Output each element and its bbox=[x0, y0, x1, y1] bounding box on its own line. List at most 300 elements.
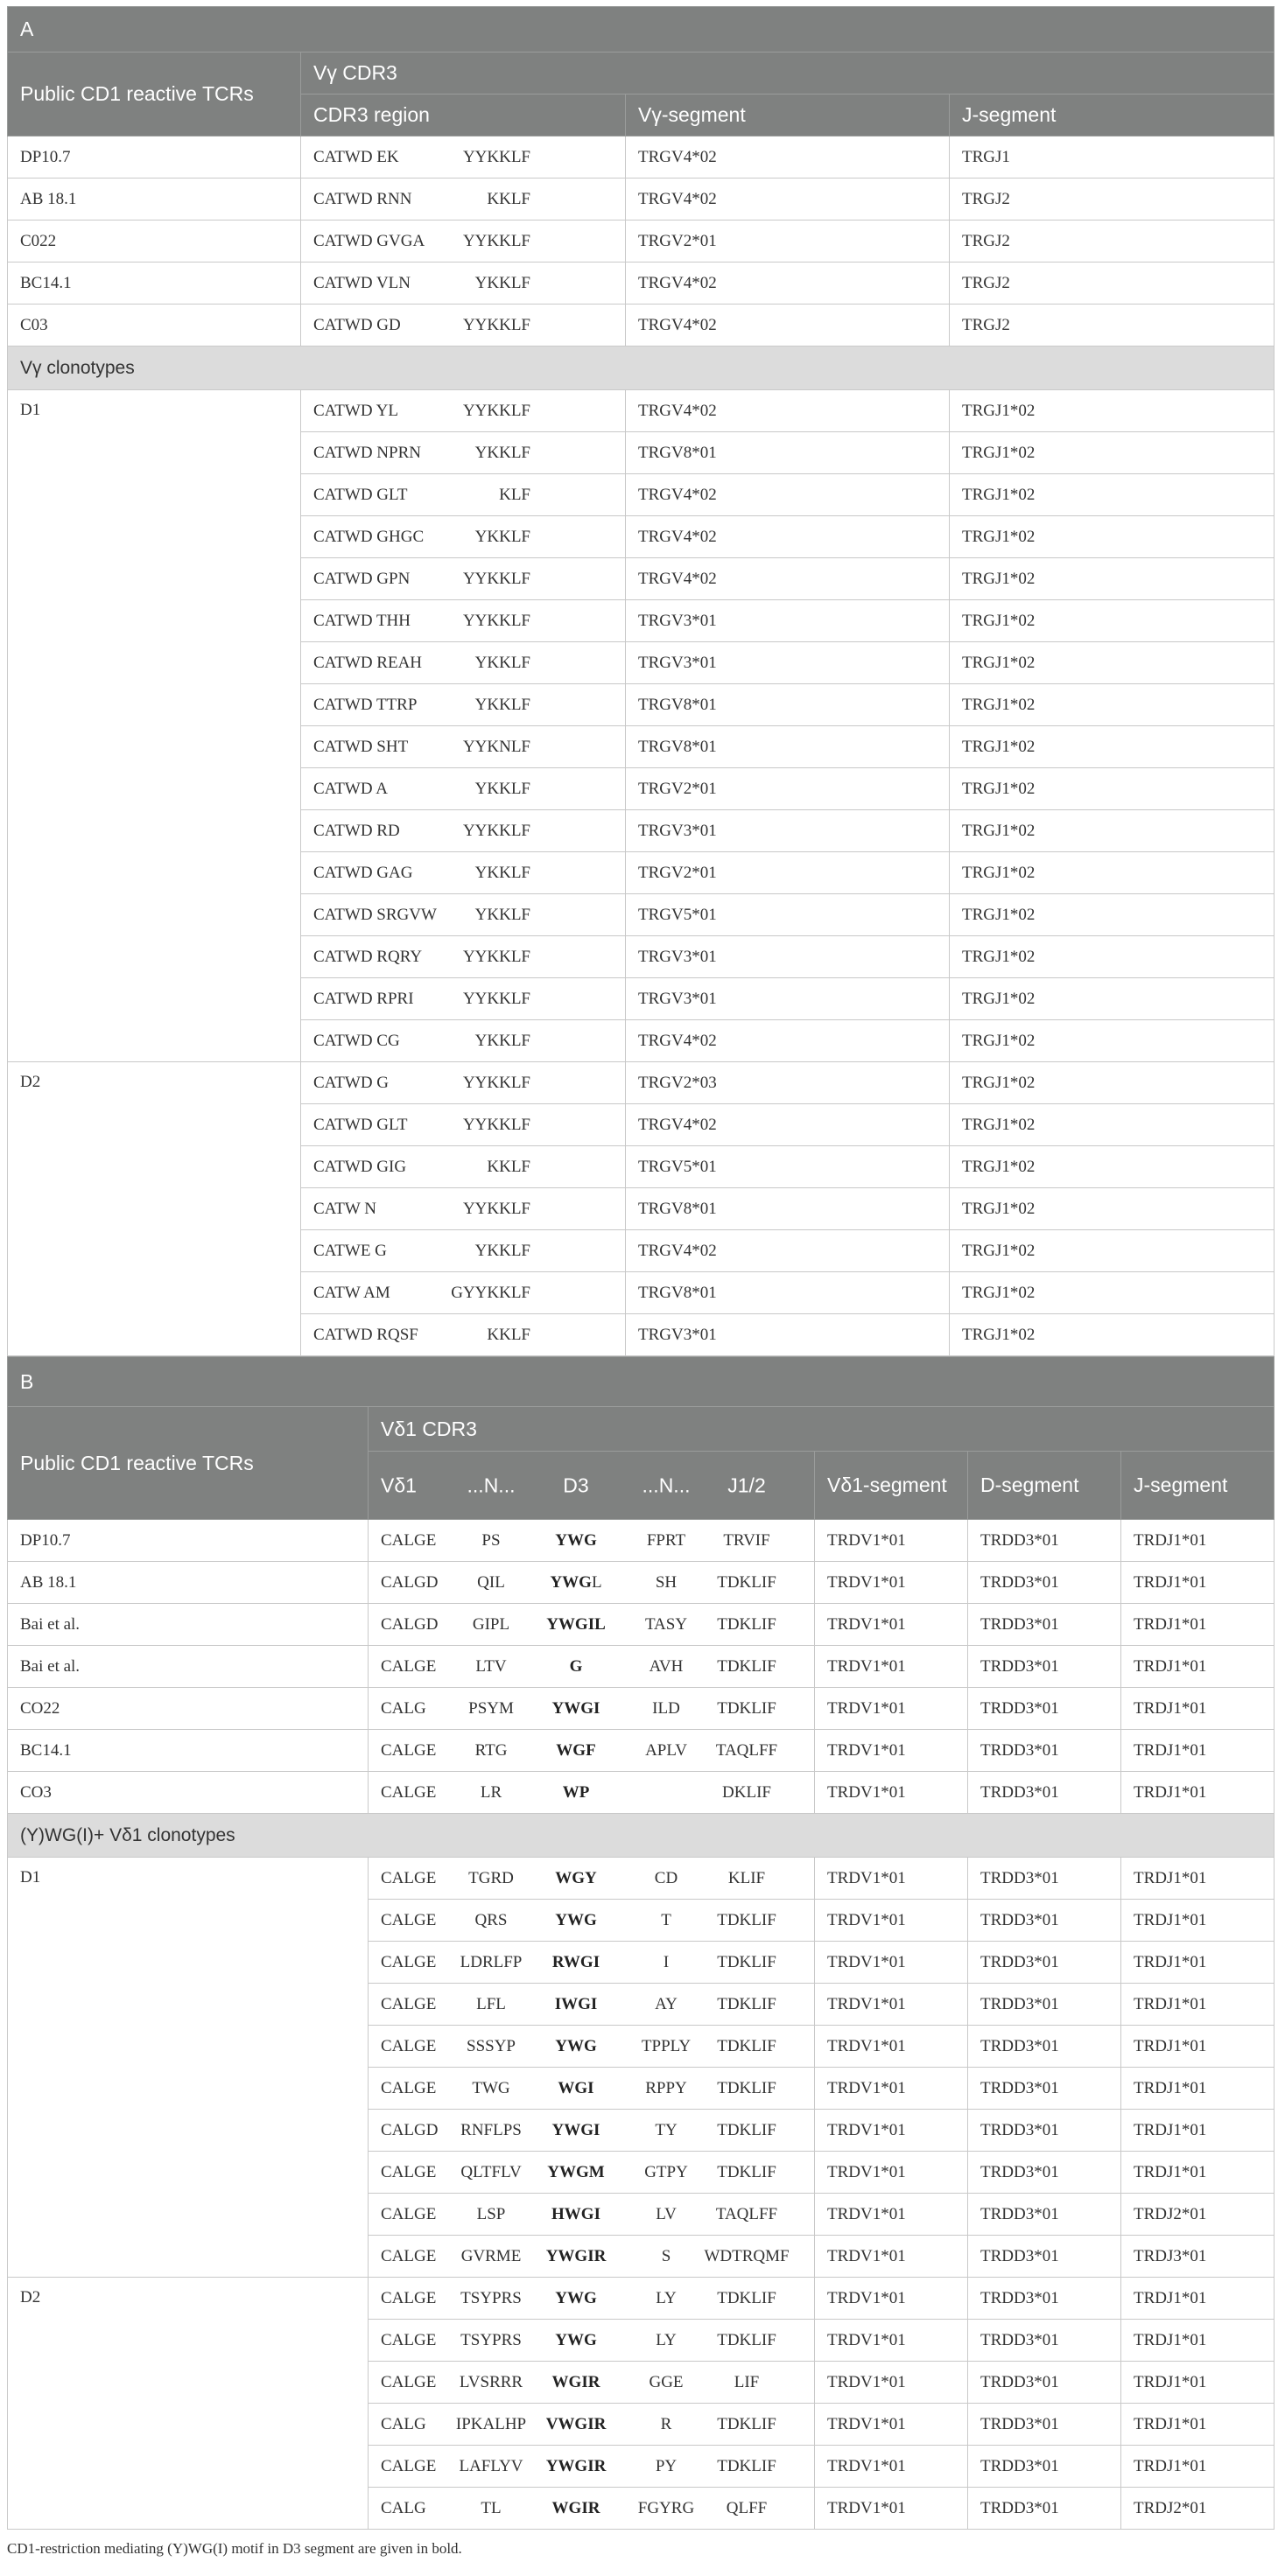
tcr-name: C022 bbox=[8, 220, 301, 262]
cdr3-cell bbox=[301, 1230, 626, 1272]
d3-part bbox=[555, 1911, 597, 1930]
col-n2: ...N... bbox=[642, 1474, 691, 1496]
cdr3-prefix: CATWD A bbox=[313, 779, 388, 798]
cdr3-suffix: YKKLF bbox=[474, 905, 530, 924]
d3-part bbox=[555, 1531, 597, 1550]
cdr3-suffix: YKKLF bbox=[474, 653, 530, 672]
n1-part: LTV bbox=[475, 1656, 507, 1676]
d-segment: TRDD3*01 bbox=[968, 2404, 1121, 2446]
n2-part: LY bbox=[656, 2330, 677, 2349]
d3-motif-bold: WGI bbox=[558, 2078, 594, 2097]
cdr3-suffix: YYKNLF bbox=[462, 737, 530, 756]
vd1-part: CALGE bbox=[381, 2036, 437, 2055]
tcr-name: BC14.1 bbox=[8, 1730, 369, 1772]
d-segment: TRDD3*01 bbox=[968, 1900, 1121, 1942]
cdr3-prefix: CATWD RQSF bbox=[313, 1325, 418, 1344]
cdr3-parts bbox=[369, 2152, 815, 2194]
col-public-tcrs: Public CD1 reactive TCRs bbox=[8, 52, 301, 136]
j-part: KLIF bbox=[727, 1868, 766, 1887]
vd1-part: CALGE bbox=[381, 1994, 437, 2013]
cdr3-cell bbox=[301, 936, 626, 978]
cdr3-suffix: YKKLF bbox=[474, 779, 530, 798]
v-segment: TRGV4*02 bbox=[626, 1020, 950, 1062]
v-segment: TRDV1*01 bbox=[815, 1520, 968, 1562]
cdr3-suffix: YYKKLF bbox=[462, 821, 530, 840]
table-b bbox=[7, 1356, 1274, 2530]
n1-part: LAFLYV bbox=[459, 2456, 523, 2475]
j-part: TDKLIF bbox=[717, 2330, 776, 2349]
tcr-name: BC14.1 bbox=[8, 262, 301, 304]
cdr3-prefix: CATW AM bbox=[313, 1283, 390, 1302]
v-segment: TRDV1*01 bbox=[815, 1984, 968, 2026]
j-segment: TRDJ1*01 bbox=[1121, 1772, 1274, 1814]
cdr3-suffix: YYKKLF bbox=[462, 989, 530, 1008]
cdr3-cell bbox=[301, 1062, 626, 1104]
cdr3-parts bbox=[369, 1900, 815, 1942]
d3-part bbox=[546, 2457, 607, 2476]
d-segment: TRDD3*01 bbox=[968, 1688, 1121, 1730]
d-segment: TRDD3*01 bbox=[968, 1942, 1121, 1984]
v-segment: TRDV1*01 bbox=[815, 2278, 968, 2320]
cdr3-parts bbox=[369, 1984, 815, 2026]
table-row bbox=[8, 1646, 1274, 1688]
n1-part: LR bbox=[480, 1782, 502, 1802]
cdr3-parts bbox=[369, 1730, 815, 1772]
j-segment: TRDJ1*01 bbox=[1121, 1604, 1274, 1646]
v-segment: TRDV1*01 bbox=[815, 1772, 968, 1814]
d3-part bbox=[551, 2205, 600, 2224]
cdr3-cell bbox=[301, 136, 626, 178]
tcr-name: AB 18.1 bbox=[8, 178, 301, 220]
d3-part bbox=[555, 2289, 597, 2308]
d3-motif-bold: YWGI bbox=[551, 1698, 600, 1718]
cdr3-parts bbox=[369, 2194, 815, 2236]
cdr3-cell bbox=[301, 390, 626, 432]
table-row bbox=[8, 136, 1274, 178]
cdr3-suffix: YKKLF bbox=[474, 527, 530, 546]
d3-part bbox=[555, 1869, 597, 1888]
j-part: TDKLIF bbox=[717, 1614, 776, 1634]
d-segment: TRDD3*01 bbox=[968, 2110, 1121, 2152]
table-row bbox=[8, 178, 1274, 220]
cdr3-prefix: CATWD GPN bbox=[313, 569, 411, 588]
vd1-part: CALGE bbox=[381, 2372, 437, 2391]
cdr3-cell bbox=[301, 474, 626, 516]
vd1-part: CALGE bbox=[381, 2456, 437, 2475]
d3-part bbox=[552, 2373, 600, 2392]
table-row bbox=[8, 1604, 1274, 1646]
d3-part bbox=[558, 2079, 593, 2098]
table-row bbox=[8, 1730, 1274, 1772]
j-segment: TRGJ1*02 bbox=[950, 894, 1274, 936]
table-b-body bbox=[8, 1520, 1274, 2530]
d3-motif-bold: WGIR bbox=[551, 2498, 600, 2517]
n2-part: PY bbox=[655, 2456, 678, 2475]
v-segment: TRDV1*01 bbox=[815, 1688, 968, 1730]
n2-part: FPRT bbox=[646, 1530, 686, 1550]
cdr3-cell bbox=[301, 1146, 626, 1188]
col-vd1-segment: Vδ1-segment bbox=[815, 1452, 968, 1520]
v-segment: TRDV1*01 bbox=[815, 2488, 968, 2530]
j-segment: TRGJ1*02 bbox=[950, 978, 1274, 1020]
cdr3-cell bbox=[301, 1020, 626, 1062]
footnote: CD1-restriction mediating (Y)WG(I) motif in D3 segment are given in bold. bbox=[7, 2540, 462, 2557]
cdr3-parts bbox=[369, 1562, 815, 1604]
d3-part bbox=[563, 1783, 590, 1802]
v-segment: TRDV1*01 bbox=[815, 2236, 968, 2278]
n1-part: QLTFLV bbox=[460, 2162, 522, 2181]
section-row bbox=[8, 346, 1274, 390]
donor-label: D2 bbox=[8, 1062, 301, 1356]
cdr3-prefix: CATWD VLN bbox=[313, 273, 411, 292]
tcr-name: DP10.7 bbox=[8, 136, 301, 178]
j-segment: TRGJ2 bbox=[950, 262, 1274, 304]
table-a-body bbox=[8, 136, 1274, 1356]
table-row bbox=[8, 2278, 1274, 2320]
d-segment: TRDD3*01 bbox=[968, 2194, 1121, 2236]
cdr3-prefix: CATWD SRGVW bbox=[313, 905, 437, 924]
d-segment: TRDD3*01 bbox=[968, 2320, 1121, 2362]
j-segment: TRGJ1*02 bbox=[950, 726, 1274, 768]
section-row bbox=[8, 1814, 1274, 1858]
j-segment: TRDJ1*01 bbox=[1121, 2152, 1274, 2194]
d3-motif-bold: YWGIR bbox=[545, 2246, 607, 2265]
cdr3-cell bbox=[301, 558, 626, 600]
cdr3-parts bbox=[369, 2446, 815, 2488]
cdr3-suffix: YYKKLF bbox=[462, 315, 530, 334]
d-segment: TRDD3*01 bbox=[968, 2446, 1121, 2488]
d3-part bbox=[547, 2163, 604, 2182]
cdr3-prefix: CATWD CG bbox=[313, 1031, 400, 1050]
tcr-name: AB 18.1 bbox=[8, 1562, 369, 1604]
j-part: TDKLIF bbox=[717, 2456, 776, 2475]
cdr3-cell bbox=[301, 768, 626, 810]
n1-part: TL bbox=[481, 2498, 502, 2517]
j-segment: TRDJ2*01 bbox=[1121, 2194, 1274, 2236]
col-cdr3-subparts bbox=[369, 1452, 815, 1520]
n2-part: TPPLY bbox=[641, 2036, 692, 2055]
col-j-segment: J-segment bbox=[1121, 1452, 1274, 1520]
cdr3-cell bbox=[301, 1104, 626, 1146]
j-segment: TRDJ1*01 bbox=[1121, 1562, 1274, 1604]
d3-motif-bold: VWGIR bbox=[545, 2414, 607, 2433]
vd1-part: CALGE bbox=[381, 2162, 437, 2181]
cdr3-cell bbox=[301, 178, 626, 220]
j-segment: TRDJ1*01 bbox=[1121, 1858, 1274, 1900]
vd1-part: CALG bbox=[381, 1698, 426, 1718]
cdr3-parts bbox=[369, 2236, 815, 2278]
n1-part: TWG bbox=[472, 2078, 510, 2097]
d3-part bbox=[552, 1953, 600, 1972]
d3-motif-bold: G bbox=[569, 1656, 583, 1676]
v-segment: TRDV1*01 bbox=[815, 2362, 968, 2404]
n2-part: T bbox=[661, 1910, 671, 1929]
j-segment: TRGJ2 bbox=[950, 178, 1274, 220]
cdr3-prefix: CATWD YL bbox=[313, 401, 398, 420]
d3-part bbox=[570, 1657, 583, 1676]
v-segment: TRDV1*01 bbox=[815, 1646, 968, 1688]
section-label: Vγ clonotypes bbox=[8, 346, 1274, 390]
cdr3-prefix: CATWD NPRN bbox=[313, 443, 421, 462]
j-segment: TRDJ1*01 bbox=[1121, 2446, 1274, 2488]
j-segment: TRDJ3*01 bbox=[1121, 2236, 1274, 2278]
table-row bbox=[8, 1562, 1274, 1604]
n1-part: IPKALHP bbox=[455, 2414, 527, 2433]
table-row bbox=[8, 304, 1274, 346]
j-segment: TRGJ1*02 bbox=[950, 1314, 1274, 1356]
vd1-part: CALGE bbox=[381, 1910, 437, 1929]
j-segment: TRDJ1*01 bbox=[1121, 2110, 1274, 2152]
j-segment: TRGJ1*02 bbox=[950, 768, 1274, 810]
v-segment: TRGV3*01 bbox=[626, 642, 950, 684]
cdr3-suffix: YKKLF bbox=[474, 863, 530, 882]
j-segment: TRGJ1*02 bbox=[950, 516, 1274, 558]
cdr3-suffix: YYKKLF bbox=[462, 147, 530, 166]
j-part: TAQLFF bbox=[715, 1740, 778, 1760]
n1-part: RNFLPS bbox=[460, 2120, 522, 2139]
n1-part: GIPL bbox=[472, 1614, 510, 1634]
j-segment: TRGJ1*02 bbox=[950, 936, 1274, 978]
cdr3-suffix: YYKKLF bbox=[462, 947, 530, 966]
d-segment: TRDD3*01 bbox=[968, 1604, 1121, 1646]
cdr3-cell bbox=[301, 726, 626, 768]
cdr3-prefix: CATWD GLT bbox=[313, 1115, 408, 1134]
j-segment: TRGJ1 bbox=[950, 136, 1274, 178]
col-v-segment: Vγ-segment bbox=[626, 94, 950, 136]
j-segment: TRDJ1*01 bbox=[1121, 1942, 1274, 1984]
n1-part: QRS bbox=[474, 1910, 508, 1929]
n1-part: LSP bbox=[476, 2204, 506, 2223]
cdr3-prefix: CATWD RPRI bbox=[313, 989, 414, 1008]
cdr3-suffix: YKKLF bbox=[474, 1031, 530, 1050]
tcr-name: CO22 bbox=[8, 1688, 369, 1730]
v-segment: TRGV4*02 bbox=[626, 136, 950, 178]
v-segment: TRGV3*01 bbox=[626, 936, 950, 978]
j-segment: TRGJ1*02 bbox=[950, 1146, 1274, 1188]
j-part: DKLIF bbox=[722, 1782, 771, 1802]
cdr3-prefix: CATWD GAG bbox=[313, 863, 413, 882]
d3-motif-bold: YWGIL bbox=[546, 1614, 606, 1634]
v-segment: TRGV3*01 bbox=[626, 978, 950, 1020]
cdr3-prefix: CATWD RQRY bbox=[313, 947, 423, 966]
d-segment: TRDD3*01 bbox=[968, 2068, 1121, 2110]
j-segment: TRGJ1*02 bbox=[950, 1230, 1274, 1272]
section-label: (Y)WG(I)+ Vδ1 clonotypes bbox=[8, 1814, 1274, 1858]
cdr3-cell bbox=[301, 810, 626, 852]
cdr3-prefix: CATWE G bbox=[313, 1241, 387, 1260]
vd1-part: CALGE bbox=[381, 1656, 437, 1676]
n1-part: PSYM bbox=[468, 1698, 514, 1718]
j-segment: TRGJ1*02 bbox=[950, 432, 1274, 474]
d-segment: TRDD3*01 bbox=[968, 1520, 1121, 1562]
d3-part bbox=[555, 2331, 597, 2350]
d3-motif-bold: YWGI bbox=[551, 2120, 600, 2139]
j-segment: TRDJ1*01 bbox=[1121, 2278, 1274, 2320]
j-part: TDKLIF bbox=[717, 1698, 776, 1718]
j-segment: TRDJ2*01 bbox=[1121, 2488, 1274, 2530]
j-part: TDKLIF bbox=[717, 1994, 776, 2013]
j-segment: TRDJ1*01 bbox=[1121, 1900, 1274, 1942]
tcr-name: Bai et al. bbox=[8, 1646, 369, 1688]
j-segment: TRGJ1*02 bbox=[950, 600, 1274, 642]
j-segment: TRDJ1*01 bbox=[1121, 2068, 1274, 2110]
vd1-part: CALGE bbox=[381, 2330, 437, 2349]
j-part: TDKLIF bbox=[717, 2162, 776, 2181]
cdr3-suffix: YKKLF bbox=[474, 273, 530, 292]
n1-part: GVRME bbox=[460, 2246, 522, 2265]
d3-rest: L bbox=[591, 1572, 602, 1592]
j-segment: TRGJ1*02 bbox=[950, 558, 1274, 600]
n1-part: TGRD bbox=[468, 1868, 514, 1887]
cdr3-cell bbox=[301, 600, 626, 642]
d3-part bbox=[555, 2037, 597, 2056]
j-part: TDKLIF bbox=[717, 2414, 776, 2433]
j-part: TDKLIF bbox=[717, 1952, 776, 1971]
j-part: TDKLIF bbox=[717, 1572, 776, 1592]
v-segment: TRGV2*01 bbox=[626, 852, 950, 894]
d3-motif-bold: YWG bbox=[550, 1572, 592, 1592]
d3-motif-bold: WGF bbox=[556, 1740, 596, 1760]
table-row bbox=[8, 1688, 1274, 1730]
cdr3-cell bbox=[301, 262, 626, 304]
d-segment: TRDD3*01 bbox=[968, 2152, 1121, 2194]
cdr3-cell bbox=[301, 1314, 626, 1356]
n2-part: FGYRG bbox=[637, 2498, 695, 2517]
cdr3-parts bbox=[369, 1520, 815, 1562]
j-segment: TRDJ1*01 bbox=[1121, 2404, 1274, 2446]
d3-motif-bold: YWG bbox=[555, 2330, 597, 2349]
cdr3-cell bbox=[301, 304, 626, 346]
cdr3-suffix: YYKKLF bbox=[462, 611, 530, 630]
n2-part: AVH bbox=[649, 1656, 684, 1676]
tcr-name: C03 bbox=[8, 304, 301, 346]
d-segment: TRDD3*01 bbox=[968, 1646, 1121, 1688]
cdr3-suffix: YKKLF bbox=[474, 1241, 530, 1260]
n1-part: PS bbox=[481, 1530, 501, 1550]
vd1-part: CALGE bbox=[381, 1868, 437, 1887]
n2-part: AY bbox=[655, 1994, 678, 2013]
d-segment: TRDD3*01 bbox=[968, 2488, 1121, 2530]
cdr3-parts bbox=[369, 1772, 815, 1814]
v-segment: TRGV2*03 bbox=[626, 1062, 950, 1104]
n2-part: GGE bbox=[649, 2372, 684, 2391]
cdr3-suffix: GYYKKLF bbox=[451, 1283, 530, 1302]
d3-part bbox=[550, 1573, 601, 1592]
d3-part bbox=[555, 1995, 598, 2014]
cdr3-prefix: CATWD GHGC bbox=[313, 527, 425, 546]
j-segment: TRDJ1*01 bbox=[1121, 1646, 1274, 1688]
col-j-segment: J-segment bbox=[950, 94, 1274, 136]
d-segment: TRDD3*01 bbox=[968, 1984, 1121, 2026]
v-segment: TRGV4*02 bbox=[626, 390, 950, 432]
j-segment: TRDJ1*01 bbox=[1121, 1730, 1274, 1772]
d3-motif-bold: WGY bbox=[555, 1868, 597, 1887]
n2-part: TASY bbox=[644, 1614, 688, 1634]
vd1-part: CALG bbox=[381, 2414, 426, 2433]
d3-motif-bold: YWGM bbox=[547, 2162, 605, 2181]
v-segment: TRDV1*01 bbox=[815, 2026, 968, 2068]
j-part: TAQLFF bbox=[715, 2204, 778, 2223]
donor-label: D2 bbox=[8, 2278, 369, 2530]
v-segment: TRGV5*01 bbox=[626, 894, 950, 936]
j-segment: TRGJ1*02 bbox=[950, 1104, 1274, 1146]
cdr3-suffix: YYKKLF bbox=[462, 1115, 530, 1134]
col-j12: J1/2 bbox=[727, 1474, 766, 1496]
v-segment: TRGV4*02 bbox=[626, 474, 950, 516]
d3-motif-bold: HWGI bbox=[551, 2204, 600, 2223]
v-segment: TRGV3*01 bbox=[626, 1314, 950, 1356]
d3-motif-bold: YWG bbox=[555, 2288, 597, 2307]
d3-part bbox=[552, 2499, 600, 2518]
j-segment: TRGJ1*02 bbox=[950, 390, 1274, 432]
cdr3-parts bbox=[369, 1858, 815, 1900]
n1-part: RTG bbox=[474, 1740, 508, 1760]
cdr3-suffix: KKLF bbox=[487, 189, 530, 208]
cdr3-prefix: CATWD TTRP bbox=[313, 695, 418, 714]
d3-motif-bold: YWG bbox=[555, 1530, 597, 1550]
j-segment: TRDJ1*01 bbox=[1121, 1984, 1274, 2026]
d3-part bbox=[556, 1741, 595, 1760]
table-a bbox=[7, 6, 1274, 1356]
v-segment: TRDV1*01 bbox=[815, 2446, 968, 2488]
vd1-part: CALGE bbox=[381, 1782, 437, 1802]
col-vd1: Vδ1 bbox=[381, 1474, 417, 1496]
j-segment: TRGJ1*02 bbox=[950, 1020, 1274, 1062]
v-segment: TRDV1*01 bbox=[815, 1562, 968, 1604]
cdr3-parts bbox=[369, 2068, 815, 2110]
n1-part: LVSRRR bbox=[459, 2372, 523, 2391]
d-segment: TRDD3*01 bbox=[968, 2026, 1121, 2068]
table-row bbox=[8, 1062, 1274, 1104]
group-header-vd1-cdr3: Vδ1 CDR3 bbox=[369, 1407, 1274, 1452]
cdr3-parts bbox=[369, 2320, 815, 2362]
j-segment: TRDJ1*01 bbox=[1121, 2320, 1274, 2362]
donor-label: D1 bbox=[8, 390, 301, 1062]
d-segment: TRDD3*01 bbox=[968, 1772, 1121, 1814]
j-part: TDKLIF bbox=[717, 2120, 776, 2139]
d3-motif-bold: WP bbox=[562, 1782, 590, 1802]
cdr3-cell bbox=[301, 684, 626, 726]
cdr3-prefix: CATWD RNN bbox=[313, 189, 412, 208]
tcr-name: Bai et al. bbox=[8, 1604, 369, 1646]
cdr3-cell bbox=[301, 432, 626, 474]
cdr3-prefix: CATWD G bbox=[313, 1073, 390, 1092]
v-segment: TRGV4*02 bbox=[626, 178, 950, 220]
col-public-tcrs: Public CD1 reactive TCRs bbox=[8, 1407, 369, 1520]
cdr3-parts bbox=[369, 1942, 815, 1984]
d3-part bbox=[552, 2121, 600, 2140]
v-segment: TRGV3*01 bbox=[626, 810, 950, 852]
v-segment: TRDV1*01 bbox=[815, 1604, 968, 1646]
v-segment: TRDV1*01 bbox=[815, 2152, 968, 2194]
v-segment: TRGV4*02 bbox=[626, 304, 950, 346]
d3-motif-bold: YWGIR bbox=[545, 2456, 607, 2475]
d-segment: TRDD3*01 bbox=[968, 1730, 1121, 1772]
d-segment: TRDD3*01 bbox=[968, 2236, 1121, 2278]
j-segment: TRDJ1*01 bbox=[1121, 1688, 1274, 1730]
cdr3-prefix: CATWD GD bbox=[313, 315, 401, 334]
d3-motif-bold: YWG bbox=[555, 1910, 597, 1929]
v-segment: TRGV8*01 bbox=[626, 1188, 950, 1230]
n2-part: S bbox=[661, 2246, 671, 2265]
cdr3-suffix: YYKKLF bbox=[462, 231, 530, 250]
cdr3-parts bbox=[369, 2488, 815, 2530]
vd1-part: CALGE bbox=[381, 2288, 437, 2307]
vd1-part: CALGE bbox=[381, 2204, 437, 2223]
donor-label: D1 bbox=[8, 1858, 369, 2278]
j-part: WDTRQMF bbox=[704, 2246, 790, 2265]
n2-part: RPPY bbox=[645, 2078, 687, 2097]
